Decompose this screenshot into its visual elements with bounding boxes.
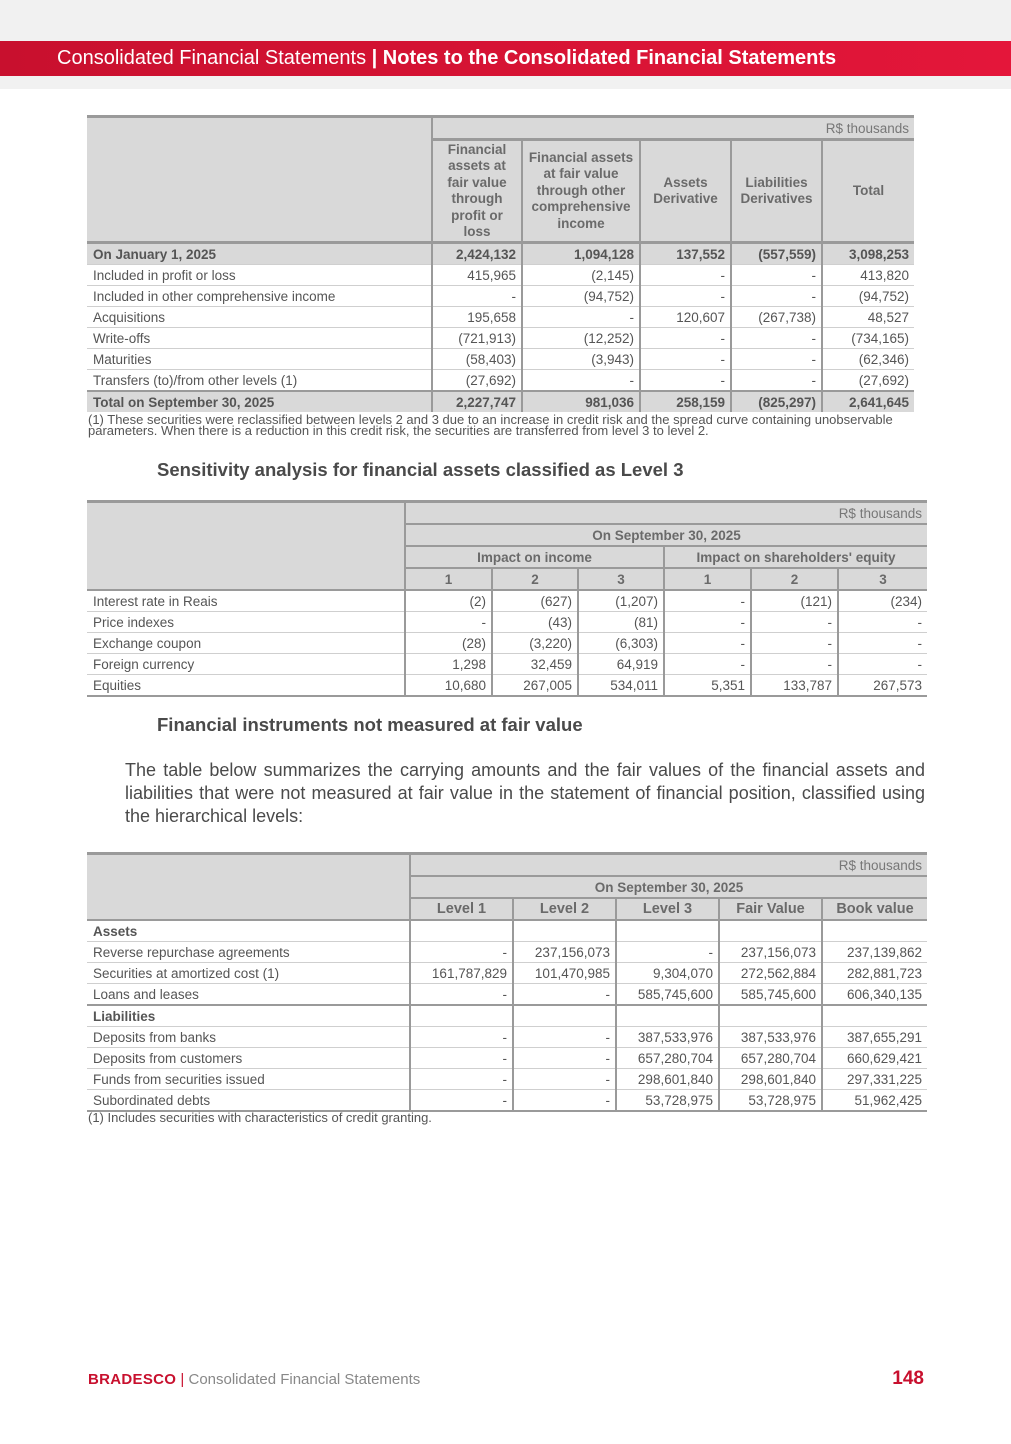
cell: (27,692) <box>822 370 914 392</box>
cell: (62,346) <box>822 349 914 370</box>
cell: - <box>838 612 927 633</box>
row-label: Included in profit or loss <box>87 265 432 286</box>
scenario-header: 3 <box>578 568 664 590</box>
col-header: Level 2 <box>513 898 616 920</box>
cell: (734,165) <box>822 328 914 349</box>
cell: 101,470,985 <box>513 963 616 984</box>
cell: - <box>513 984 616 1006</box>
col-header: Financial assets at fair value through profit or loss <box>432 140 522 243</box>
row-label: On January 1, 2025 <box>87 243 432 265</box>
section-row-liabilities <box>87 1005 927 1027</box>
cell: (1,207) <box>578 590 664 612</box>
header-stub <box>87 117 432 243</box>
section-row-assets <box>87 920 927 942</box>
cell: 585,745,600 <box>616 984 719 1006</box>
units-label: R$ thousands <box>432 117 914 140</box>
cell: - <box>731 328 822 349</box>
cell: - <box>513 1069 616 1090</box>
cell: (557,559) <box>731 243 822 265</box>
cell: 258,159 <box>640 391 731 412</box>
cell: (121) <box>751 590 838 612</box>
row-label: Price indexes <box>87 612 405 633</box>
date-header: On September 30, 2025 <box>405 524 927 546</box>
cell: (627) <box>492 590 578 612</box>
cell: - <box>664 612 751 633</box>
cell: 298,601,840 <box>616 1069 719 1090</box>
not-fair-value-title: Financial instruments not measured at fair value <box>157 714 583 735</box>
cell: 387,533,976 <box>616 1027 719 1048</box>
row-label: Deposits from customers <box>87 1048 410 1069</box>
scenario-header: 1 <box>664 568 751 590</box>
table-row-total <box>87 391 914 412</box>
cell: 53,728,975 <box>719 1090 822 1112</box>
table-row <box>87 984 927 1006</box>
cell: (81) <box>578 612 664 633</box>
cell: - <box>838 633 927 654</box>
cell: 387,655,291 <box>822 1027 927 1048</box>
cell: - <box>751 654 838 675</box>
cell: 267,573 <box>838 675 927 697</box>
cell: 133,787 <box>751 675 838 697</box>
units-label: R$ thousands <box>410 854 927 877</box>
cell: 1,298 <box>405 654 492 675</box>
footer-brand: BRADESCO <box>88 1371 177 1388</box>
footer-separator: | <box>176 1371 189 1388</box>
cell: (28) <box>405 633 492 654</box>
row-label: Transfers (to)/from other levels (1) <box>87 370 432 392</box>
col-header: Book value <box>822 898 927 920</box>
cell: 48,527 <box>822 307 914 328</box>
row-label: Loans and leases <box>87 984 410 1006</box>
banner-underlay <box>0 76 1011 89</box>
cell: (825,297) <box>731 391 822 412</box>
cell: - <box>513 1090 616 1112</box>
cell: 534,011 <box>578 675 664 697</box>
cell: - <box>731 286 822 307</box>
cell: 237,156,073 <box>513 942 616 963</box>
cell: (2) <box>405 590 492 612</box>
cell: - <box>664 654 751 675</box>
banner-separator: | <box>366 47 383 69</box>
cell: - <box>513 1027 616 1048</box>
cell: 267,005 <box>492 675 578 697</box>
cell: - <box>522 307 640 328</box>
section-banner <box>0 41 1011 76</box>
row-label: Deposits from banks <box>87 1027 410 1048</box>
cell: - <box>432 286 522 307</box>
section-label: Liabilities <box>87 1005 410 1027</box>
cell: 51,962,425 <box>822 1090 927 1112</box>
table-row <box>87 612 927 633</box>
row-label: Funds from securities issued <box>87 1069 410 1090</box>
col-header: Fair Value <box>719 898 822 920</box>
cell: 2,641,645 <box>822 391 914 412</box>
table-row <box>87 328 914 349</box>
row-label: Maturities <box>87 349 432 370</box>
table-row <box>87 243 914 265</box>
cell: 415,965 <box>432 265 522 286</box>
cell: 64,919 <box>578 654 664 675</box>
row-label: Equities <box>87 675 405 697</box>
row-label: Securities at amortized cost (1) <box>87 963 410 984</box>
col-header: Liabilities Derivatives <box>731 140 822 243</box>
cell: 120,607 <box>640 307 731 328</box>
group-header-equity: Impact on shareholders' equity <box>664 546 927 568</box>
cell: - <box>664 590 751 612</box>
row-label: Reverse repurchase agreements <box>87 942 410 963</box>
cell: 237,139,862 <box>822 942 927 963</box>
table-row <box>87 1048 927 1069</box>
not-fair-value-paragraph: The table below summarizes the carrying amounts and the fair values of the financial assets and liabilities that were not measured at fair value in the statement of financial position, classified using the hierarchical levels: <box>125 760 925 826</box>
scenario-header: 1 <box>405 568 492 590</box>
cell: 137,552 <box>640 243 731 265</box>
cell: (3,943) <box>522 349 640 370</box>
not-fair-value-table <box>87 852 927 1112</box>
cell: 1,094,128 <box>522 243 640 265</box>
col-header: Assets Derivative <box>640 140 731 243</box>
cell: - <box>616 942 719 963</box>
table-row <box>87 1090 927 1112</box>
cell: 10,680 <box>405 675 492 697</box>
table-row <box>87 265 914 286</box>
cell: 2,424,132 <box>432 243 522 265</box>
cell: - <box>751 633 838 654</box>
cell: - <box>410 942 513 963</box>
cell: 657,280,704 <box>719 1048 822 1069</box>
cell: - <box>410 1069 513 1090</box>
table-row <box>87 307 914 328</box>
banner-subsection: Notes to the Consolidated Financial Statements <box>382 47 837 69</box>
cell: (721,913) <box>432 328 522 349</box>
col-header: Level 1 <box>410 898 513 920</box>
cell: (2,145) <box>522 265 640 286</box>
cell: - <box>410 1090 513 1112</box>
date-header: On September 30, 2025 <box>410 876 927 898</box>
cell: - <box>640 265 731 286</box>
sensitivity-title: Sensitivity analysis for financial assets classified as Level 3 <box>157 459 684 480</box>
cell: 272,562,884 <box>719 963 822 984</box>
cell: - <box>838 654 927 675</box>
cell: (43) <box>492 612 578 633</box>
cell: (94,752) <box>522 286 640 307</box>
cell: 660,629,421 <box>822 1048 927 1069</box>
group-header-income: Impact on income <box>405 546 664 568</box>
header-stub <box>87 502 405 591</box>
footer <box>88 1371 420 1388</box>
cell: 32,459 <box>492 654 578 675</box>
cell: - <box>405 612 492 633</box>
cell: - <box>410 1027 513 1048</box>
cell: 2,227,747 <box>432 391 522 412</box>
row-label: Included in other comprehensive income <box>87 286 432 307</box>
cell: (27,692) <box>432 370 522 392</box>
scenario-header: 2 <box>751 568 838 590</box>
cell: - <box>410 1048 513 1069</box>
table-row <box>87 942 927 963</box>
cell: - <box>640 349 731 370</box>
header-stub <box>87 854 410 921</box>
cell: - <box>640 328 731 349</box>
footer-text: Consolidated Financial Statements <box>188 1371 421 1388</box>
cell: 297,331,225 <box>822 1069 927 1090</box>
col-header: Level 3 <box>616 898 719 920</box>
cell: (58,403) <box>432 349 522 370</box>
cell: - <box>751 612 838 633</box>
cell: - <box>731 349 822 370</box>
cell: 387,533,976 <box>719 1027 822 1048</box>
row-label: Acquisitions <box>87 307 432 328</box>
table-row <box>87 349 914 370</box>
sensitivity-table <box>87 500 927 697</box>
cell: 5,351 <box>664 675 751 697</box>
table-row <box>87 654 927 675</box>
cell: (234) <box>838 590 927 612</box>
table-row <box>87 633 927 654</box>
banner-section: Consolidated Financial Statements <box>57 47 367 69</box>
cell: 657,280,704 <box>616 1048 719 1069</box>
page-number: 148 <box>892 1368 924 1389</box>
table1-footnote: (1) These securities were reclassified between levels 2 and 3 due to an increase in credit risk and the spread curve containing unobservable parameters. When there is a reduction in this credit risk, the securities are transferred from level 3 to level 2. <box>88 412 893 438</box>
col-header: Total <box>822 140 914 243</box>
cell: - <box>410 984 513 1006</box>
cell: (12,252) <box>522 328 640 349</box>
cell: 282,881,723 <box>822 963 927 984</box>
row-label: Write-offs <box>87 328 432 349</box>
row-label: Exchange coupon <box>87 633 405 654</box>
cell: (3,220) <box>492 633 578 654</box>
table-row <box>87 1027 927 1048</box>
cell: 298,601,840 <box>719 1069 822 1090</box>
cell: 585,745,600 <box>719 984 822 1006</box>
table-row <box>87 1069 927 1090</box>
cell: 237,156,073 <box>719 942 822 963</box>
cell: (267,738) <box>731 307 822 328</box>
table-row <box>87 675 927 697</box>
cell: (6,303) <box>578 633 664 654</box>
cell: 413,820 <box>822 265 914 286</box>
col-header: Financial assets at fair value through other comprehensive income <box>522 140 640 243</box>
cell: - <box>640 286 731 307</box>
row-label: Foreign currency <box>87 654 405 675</box>
cell: 606,340,135 <box>822 984 927 1006</box>
cell: 9,304,070 <box>616 963 719 984</box>
table-row <box>87 590 927 612</box>
level3-movement-table <box>87 115 914 412</box>
cell: 3,098,253 <box>822 243 914 265</box>
top-margin <box>0 0 1011 41</box>
cell: - <box>513 1048 616 1069</box>
table3-footnote: (1) Includes securities with characteristics of credit granting. <box>88 1110 432 1125</box>
cell: 53,728,975 <box>616 1090 719 1112</box>
row-label: Subordinated debts <box>87 1090 410 1112</box>
units-label: R$ thousands <box>405 502 927 525</box>
cell: (94,752) <box>822 286 914 307</box>
table-row <box>87 286 914 307</box>
scenario-header: 2 <box>492 568 578 590</box>
cell: - <box>522 370 640 392</box>
row-label: Total on September 30, 2025 <box>87 391 432 412</box>
row-label: Interest rate in Reais <box>87 590 405 612</box>
cell: - <box>731 370 822 392</box>
cell: 195,658 <box>432 307 522 328</box>
cell: - <box>664 633 751 654</box>
table-row <box>87 963 927 984</box>
cell: - <box>640 370 731 392</box>
table-row <box>87 370 914 392</box>
scenario-header: 3 <box>838 568 927 590</box>
cell: - <box>731 265 822 286</box>
cell: 161,787,829 <box>410 963 513 984</box>
section-label: Assets <box>87 920 410 942</box>
cell: 981,036 <box>522 391 640 412</box>
